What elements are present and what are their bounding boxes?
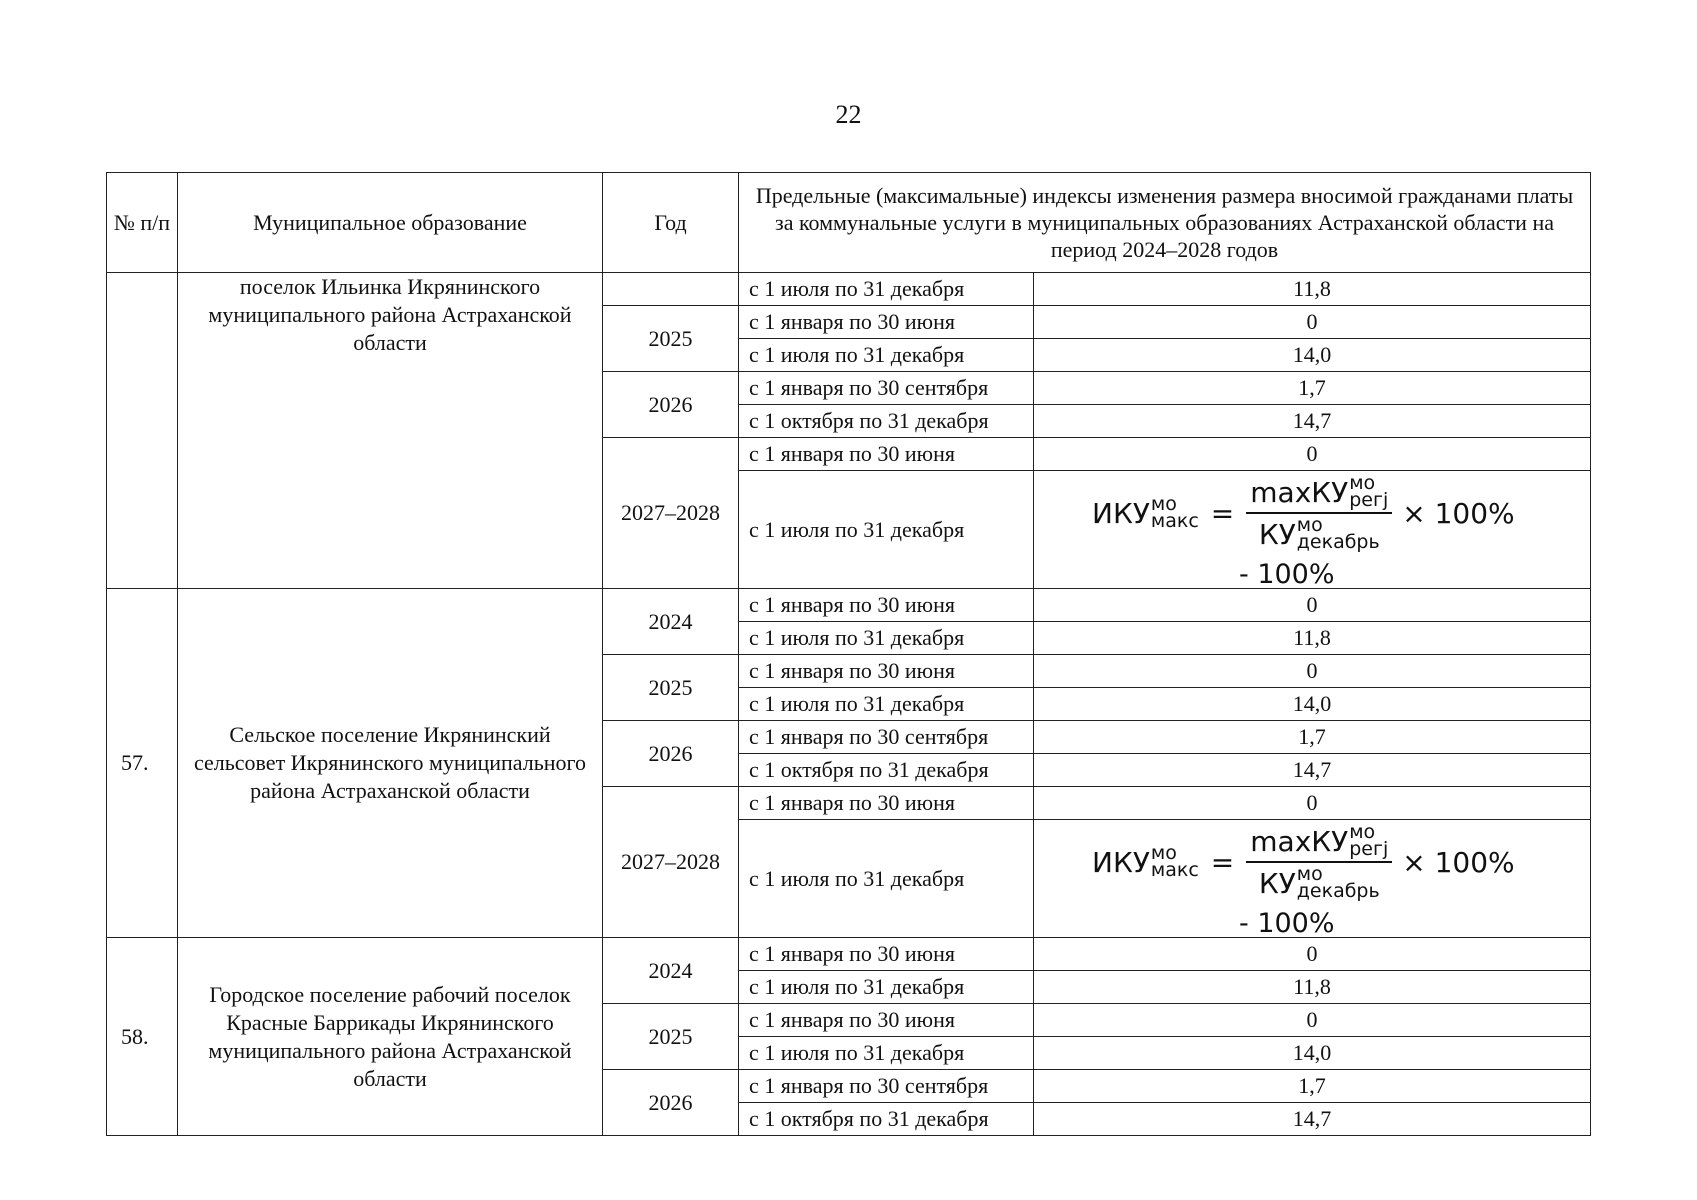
year-cell: 2025	[603, 1004, 739, 1070]
formula	[1092, 472, 1515, 553]
period-cell: с 1 января по 30 сентября	[739, 721, 1034, 754]
year-cell: 2026	[603, 721, 739, 787]
period-cell: с 1 января по 30 июня	[739, 1004, 1034, 1037]
year-cell: 2027–2028	[603, 438, 739, 589]
header-num: № п/п	[107, 173, 178, 273]
period-cell: с 1 января по 30 сентября	[739, 1070, 1034, 1103]
index-value: 14,0	[1034, 688, 1591, 721]
period-cell: с 1 октября по 31 декабря	[739, 405, 1034, 438]
period-cell: с 1 июля по 31 декабря	[739, 820, 1034, 938]
index-value: 0	[1034, 438, 1591, 471]
formula-lhs-sub: макс	[1150, 859, 1199, 881]
formula-lhs: ИКУ	[1092, 496, 1150, 530]
formula-den-sub: декабрь	[1296, 880, 1380, 902]
row-number: 57.	[107, 589, 178, 938]
year-cell: 2025	[603, 306, 739, 372]
formula	[1092, 821, 1515, 902]
period-cell: с 1 июля по 31 декабря	[739, 622, 1034, 655]
period-cell: с 1 января по 30 июня	[739, 787, 1034, 820]
tariff-index-table	[106, 172, 1591, 1136]
formula-cell	[1034, 471, 1591, 589]
formula-den-sub: декабрь	[1296, 531, 1380, 553]
formula-num-base: maxКУ	[1250, 475, 1349, 509]
municipality-name: Сельское поселение Икрянинский сельсовет Икрянинского муниципального района Астраханской области	[178, 589, 603, 938]
page-number: 22	[835, 100, 862, 129]
period-cell: с 1 октября по 31 декабря	[739, 1103, 1034, 1136]
index-value: 0	[1034, 787, 1591, 820]
year-cell: 2025	[603, 655, 739, 721]
index-value: 0	[1034, 306, 1591, 339]
period-cell: с 1 июля по 31 декабря	[739, 339, 1034, 372]
period-cell: с 1 июля по 31 декабря	[739, 273, 1034, 306]
period-cell: с 1 января по 30 июня	[739, 306, 1034, 339]
formula-equals: =	[1210, 845, 1235, 879]
formula-lhs-sup: мо	[1150, 493, 1177, 515]
index-value: 1,7	[1034, 1070, 1591, 1103]
formula-fraction	[1246, 472, 1392, 553]
formula-equals: =	[1210, 496, 1235, 530]
formula-times: × 100%	[1402, 496, 1515, 530]
index-value: 14,0	[1034, 339, 1591, 372]
formula-den-sup: мо	[1296, 514, 1323, 536]
index-value: 11,8	[1034, 273, 1591, 306]
formula-num-sup: мо	[1349, 472, 1376, 494]
formula-minus: - 100%	[1239, 559, 1335, 590]
period-cell: с 1 января по 30 сентября	[739, 372, 1034, 405]
period-cell: с 1 июля по 31 декабря	[739, 688, 1034, 721]
formula-cell	[1034, 820, 1591, 938]
municipality-name: Городское поселение рабочий поселок Красные Баррикады Икрянинского муниципального района Астраханской области	[178, 938, 603, 1136]
header-index: Предельные (максимальные) индексы изменения размера вносимой гражданами платы за коммунальные услуги в муниципальных образованиях Астраханской области на период 2024–2028 годов	[739, 173, 1591, 273]
index-value: 11,8	[1034, 971, 1591, 1004]
table-header-row	[107, 173, 1591, 273]
formula-num-base: maxКУ	[1250, 824, 1349, 858]
index-value: 0	[1034, 655, 1591, 688]
formula-fraction	[1246, 821, 1392, 902]
formula-den-base: КУ	[1258, 866, 1296, 900]
index-value: 14,7	[1034, 405, 1591, 438]
formula-den-sup: мо	[1296, 863, 1323, 885]
formula-lhs: ИКУ	[1092, 845, 1150, 879]
index-value: 14,7	[1034, 754, 1591, 787]
year-cell: 2024	[603, 938, 739, 1004]
year-cell: 2026	[603, 372, 739, 438]
year-cell: 2027–2028	[603, 787, 739, 938]
period-cell: с 1 июля по 31 декабря	[739, 1037, 1034, 1070]
year-cell	[603, 273, 739, 306]
header-municipality: Муниципальное образование	[178, 173, 603, 273]
period-cell: с 1 января по 30 июня	[739, 655, 1034, 688]
period-cell: с 1 июля по 31 декабря	[739, 471, 1034, 589]
index-value: 0	[1034, 938, 1591, 971]
municipality-name: поселок Ильинка Икрянинского муниципального района Астраханской области	[178, 273, 603, 589]
year-cell: 2026	[603, 1070, 739, 1136]
formula-num-sub: регj	[1349, 838, 1389, 860]
table-row	[107, 589, 1591, 622]
index-value: 0	[1034, 589, 1591, 622]
row-number: 58.	[107, 938, 178, 1136]
index-value: 1,7	[1034, 721, 1591, 754]
year-cell: 2024	[603, 589, 739, 655]
header-year: Год	[603, 173, 739, 273]
index-value: 14,0	[1034, 1037, 1591, 1070]
formula-num-sub: регj	[1349, 489, 1389, 511]
formula-times: × 100%	[1402, 845, 1515, 879]
table-row	[107, 273, 1591, 306]
index-value: 1,7	[1034, 372, 1591, 405]
index-value: 14,7	[1034, 1103, 1591, 1136]
formula-minus: - 100%	[1239, 908, 1335, 939]
formula-lhs-sub: макс	[1150, 510, 1199, 532]
index-value: 0	[1034, 1004, 1591, 1037]
formula-den-base: КУ	[1258, 517, 1296, 551]
period-cell: с 1 октября по 31 декабря	[739, 754, 1034, 787]
index-value: 11,8	[1034, 622, 1591, 655]
table-row	[107, 938, 1591, 971]
row-number	[107, 273, 178, 589]
period-cell: с 1 января по 30 июня	[739, 589, 1034, 622]
formula-lhs-sup: мо	[1150, 842, 1177, 864]
period-cell: с 1 января по 30 июня	[739, 438, 1034, 471]
period-cell: с 1 января по 30 июня	[739, 938, 1034, 971]
formula-num-sup: мо	[1349, 821, 1376, 843]
period-cell: с 1 июля по 31 декабря	[739, 971, 1034, 1004]
